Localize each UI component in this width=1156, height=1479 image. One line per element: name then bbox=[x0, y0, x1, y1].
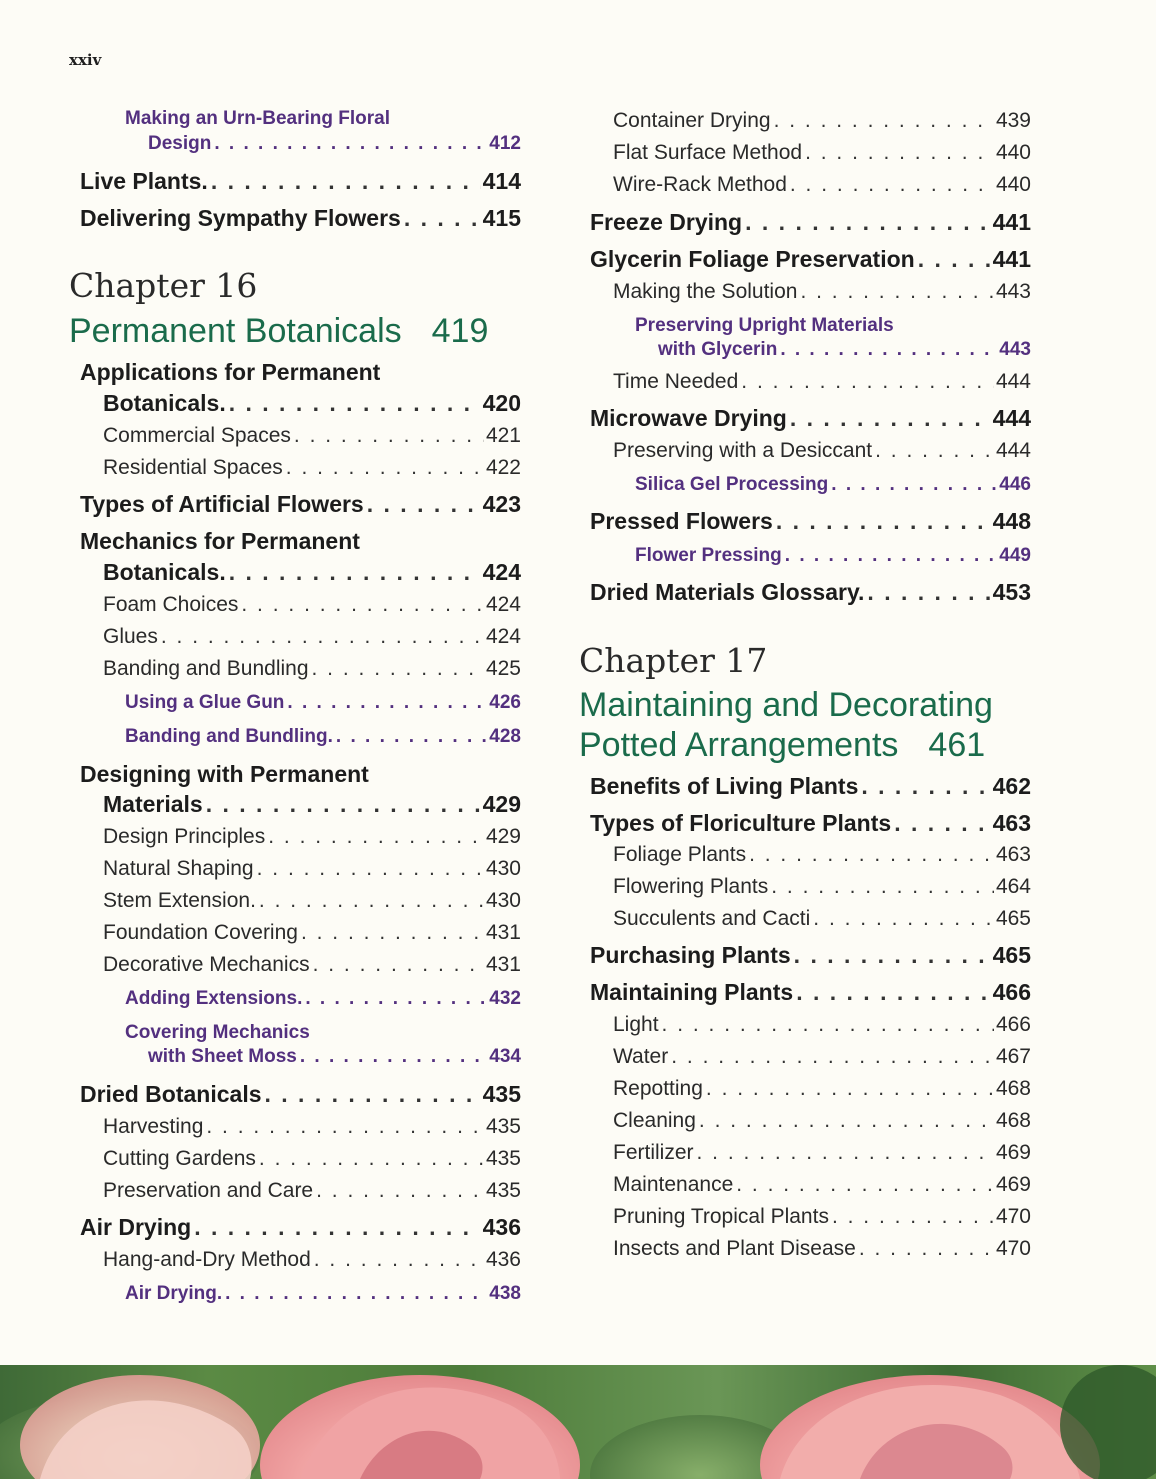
toc-entry[interactable] bbox=[69, 1248, 521, 1272]
entry-title: Botanicals. bbox=[103, 390, 226, 416]
toc-entry[interactable] bbox=[69, 953, 521, 977]
toc-entry[interactable] bbox=[579, 1141, 1031, 1165]
entry-page: 465 bbox=[995, 907, 1031, 930]
dot-leader bbox=[662, 1013, 994, 1037]
entry-page: 463 bbox=[995, 843, 1031, 866]
dot-leader bbox=[861, 773, 990, 800]
toc-entry[interactable] bbox=[69, 1214, 521, 1241]
toc-entry[interactable] bbox=[69, 1115, 521, 1139]
dot-leader bbox=[225, 1283, 487, 1305]
toc-entry[interactable] bbox=[69, 424, 521, 448]
entry-title: Preservation and Care bbox=[103, 1179, 314, 1202]
dot-leader bbox=[776, 508, 991, 535]
entry-title: Wire-Rack Method bbox=[613, 173, 787, 196]
entry-title: Adding Extensions. bbox=[125, 988, 303, 1009]
rose-photo-banner bbox=[0, 1365, 1156, 1479]
entry-page: 412 bbox=[489, 133, 521, 154]
dot-leader bbox=[229, 390, 481, 417]
entry-title: Banding and Bundling bbox=[103, 657, 309, 680]
toc-entry[interactable] bbox=[69, 692, 521, 714]
toc-entry[interactable] bbox=[579, 942, 1031, 969]
entry-page: 420 bbox=[482, 390, 521, 416]
entry-title: Materials bbox=[103, 791, 203, 817]
dot-leader bbox=[831, 474, 997, 496]
entry-title: Harvesting bbox=[103, 1115, 204, 1138]
entry-title: Natural Shaping bbox=[103, 857, 254, 880]
entry-title: Design Principles bbox=[103, 825, 266, 848]
entry-title: Succulents and Cacti bbox=[613, 907, 811, 930]
toc-entry[interactable]: Preserving Upright Materials bbox=[635, 315, 894, 336]
dot-leader bbox=[300, 1046, 487, 1068]
entry-page: 464 bbox=[995, 875, 1031, 898]
entry-page: 463 bbox=[992, 810, 1031, 836]
toc-entry[interactable] bbox=[579, 508, 1031, 535]
dot-leader bbox=[736, 1173, 994, 1197]
toc-entry[interactable] bbox=[69, 133, 521, 155]
dot-leader bbox=[790, 405, 991, 432]
entry-title: Benefits of Living Plants bbox=[590, 773, 859, 799]
entry-title: with Glycerin bbox=[658, 339, 778, 360]
entry-page: 436 bbox=[482, 1214, 521, 1240]
toc-entry[interactable] bbox=[69, 857, 521, 881]
entry-page: 469 bbox=[995, 1173, 1031, 1196]
entry-title: Banding and Bundling. bbox=[125, 726, 333, 747]
dot-leader bbox=[699, 1109, 994, 1133]
dot-leader bbox=[741, 370, 994, 394]
toc-entry[interactable] bbox=[579, 907, 1031, 931]
dot-leader bbox=[367, 491, 481, 518]
entry-page: 443 bbox=[999, 339, 1031, 360]
entry-title: Types of Artificial Flowers bbox=[80, 491, 364, 517]
entry-page: 448 bbox=[992, 508, 1031, 534]
toc-entry[interactable] bbox=[579, 339, 1031, 361]
entry-title: Repotting bbox=[613, 1077, 703, 1100]
entry-page: 435 bbox=[485, 1147, 521, 1170]
toc-entry[interactable] bbox=[69, 1081, 521, 1108]
entry-title: Cutting Gardens bbox=[103, 1147, 256, 1170]
toc-entry[interactable] bbox=[69, 168, 521, 195]
entry-page: 440 bbox=[995, 173, 1031, 196]
toc-entry[interactable] bbox=[69, 1147, 521, 1171]
entry-title: Foundation Covering bbox=[103, 921, 298, 944]
entry-page: 470 bbox=[995, 1205, 1031, 1228]
dot-leader bbox=[918, 246, 991, 273]
toc-entry[interactable] bbox=[69, 1283, 521, 1305]
toc-entry[interactable] bbox=[69, 889, 521, 913]
dot-leader bbox=[259, 889, 484, 913]
entry-page: 467 bbox=[995, 1045, 1031, 1068]
entry-title: Freeze Drying bbox=[590, 209, 743, 235]
entry-title: Dried Materials Glossary. bbox=[590, 579, 865, 605]
toc-entry[interactable] bbox=[69, 625, 521, 649]
entry-title: Commercial Spaces bbox=[103, 424, 291, 447]
toc-entry[interactable] bbox=[69, 559, 521, 586]
toc-entry[interactable] bbox=[579, 545, 1031, 567]
dot-leader bbox=[194, 1214, 480, 1241]
entry-page: 466 bbox=[995, 1013, 1031, 1036]
dot-leader bbox=[706, 1077, 994, 1101]
toc-entry[interactable] bbox=[579, 810, 1031, 837]
toc-entry[interactable] bbox=[579, 843, 1031, 867]
toc-entry[interactable] bbox=[579, 875, 1031, 899]
dot-leader bbox=[313, 953, 484, 977]
chapter-page: 461 bbox=[928, 726, 986, 764]
dot-leader bbox=[229, 559, 481, 586]
entry-page: 444 bbox=[995, 370, 1031, 393]
entry-page: 436 bbox=[485, 1248, 521, 1271]
entry-page: 429 bbox=[482, 791, 521, 817]
entry-title: Pruning Tropical Plants bbox=[613, 1205, 829, 1228]
entry-title: Design bbox=[148, 133, 212, 154]
entry-page: 446 bbox=[999, 474, 1031, 495]
toc-entry[interactable] bbox=[579, 1109, 1031, 1133]
dot-leader bbox=[305, 988, 487, 1010]
dot-leader bbox=[206, 791, 481, 818]
entry-title: Stem Extension. bbox=[103, 889, 256, 912]
entry-title: Microwave Drying bbox=[590, 405, 787, 431]
toc-entry[interactable]: Mechanics for Permanent bbox=[80, 528, 360, 554]
dot-leader bbox=[859, 1237, 994, 1261]
entry-title: Preserving with a Desiccant bbox=[613, 439, 873, 462]
entry-title: Flat Surface Method bbox=[613, 141, 803, 164]
toc-entry[interactable] bbox=[69, 791, 521, 818]
entry-title: Light bbox=[613, 1013, 659, 1036]
entry-page: 465 bbox=[992, 942, 1031, 968]
entry-page: 441 bbox=[992, 246, 1031, 272]
chapter-label: Chapter 17 bbox=[579, 641, 768, 680]
entry-page: 462 bbox=[992, 773, 1031, 799]
entry-page: 431 bbox=[485, 953, 521, 976]
chapter-title-text: Permanent Botanicals bbox=[69, 312, 402, 350]
dot-leader bbox=[813, 907, 994, 931]
toc-entry[interactable] bbox=[69, 825, 521, 849]
entry-title: Live Plants. bbox=[80, 168, 208, 194]
entry-title: Air Drying. bbox=[125, 1283, 223, 1304]
dot-leader bbox=[671, 1045, 994, 1069]
dot-leader bbox=[771, 875, 994, 899]
entry-page: 449 bbox=[999, 545, 1031, 566]
dot-leader bbox=[286, 456, 484, 480]
entry-title: Insects and Plant Disease bbox=[613, 1237, 856, 1260]
toc-entry[interactable] bbox=[69, 456, 521, 480]
dot-leader bbox=[780, 339, 997, 361]
toc-entry[interactable] bbox=[579, 209, 1031, 236]
entry-page: 468 bbox=[995, 1077, 1031, 1100]
dot-leader bbox=[314, 1248, 484, 1272]
dot-leader bbox=[294, 424, 484, 448]
entry-page: 424 bbox=[482, 559, 521, 585]
dot-leader bbox=[241, 593, 484, 617]
entry-page: 423 bbox=[482, 491, 521, 517]
entry-title: Decorative Mechanics bbox=[103, 953, 310, 976]
chapter-page: 419 bbox=[431, 312, 489, 350]
toc-entry[interactable] bbox=[69, 988, 521, 1010]
entry-title: Flower Pressing bbox=[635, 545, 782, 566]
chapter-title[interactable] bbox=[69, 312, 488, 351]
entry-page: 425 bbox=[485, 657, 521, 680]
toc-entry[interactable]: Designing with Permanent bbox=[80, 761, 369, 787]
entry-title: Fertilizer bbox=[613, 1141, 694, 1164]
dot-leader bbox=[875, 439, 994, 463]
entry-page: 435 bbox=[485, 1179, 521, 1202]
toc-entry[interactable] bbox=[579, 109, 1031, 133]
dot-leader bbox=[214, 133, 487, 155]
toc-entry[interactable] bbox=[579, 579, 1031, 606]
entry-page: 469 bbox=[995, 1141, 1031, 1164]
dot-leader bbox=[268, 825, 484, 849]
page-number: xxiv bbox=[69, 51, 102, 69]
entry-page: 466 bbox=[992, 979, 1031, 1005]
dot-leader bbox=[867, 579, 990, 606]
toc-entry[interactable] bbox=[579, 773, 1031, 800]
toc-entry[interactable] bbox=[579, 246, 1031, 273]
toc-entry[interactable] bbox=[579, 1173, 1031, 1197]
dot-leader bbox=[794, 942, 991, 969]
entry-page: 430 bbox=[485, 889, 521, 912]
entry-page: 435 bbox=[485, 1115, 521, 1138]
entry-title: Glycerin Foliage Preservation bbox=[590, 246, 915, 272]
toc-entry[interactable] bbox=[579, 1045, 1031, 1069]
dot-leader bbox=[336, 726, 487, 748]
entry-page: 439 bbox=[995, 109, 1031, 132]
entry-page: 415 bbox=[482, 205, 521, 231]
toc-entry[interactable] bbox=[579, 474, 1031, 496]
entry-title: Time Needed bbox=[613, 370, 739, 393]
entry-page: 453 bbox=[992, 579, 1031, 605]
entry-title: Using a Glue Gun bbox=[125, 692, 285, 713]
dot-leader bbox=[785, 545, 998, 567]
entry-title: Air Drying bbox=[80, 1214, 192, 1240]
dot-leader bbox=[301, 921, 484, 945]
toc-entry[interactable] bbox=[69, 491, 521, 518]
entry-page: 434 bbox=[489, 1046, 521, 1067]
entry-title: Maintenance bbox=[613, 1173, 734, 1196]
entry-title: Delivering Sympathy Flowers bbox=[80, 205, 401, 231]
entry-title: Water bbox=[613, 1045, 669, 1068]
entry-title: Purchasing Plants bbox=[590, 942, 791, 968]
dot-leader bbox=[259, 1147, 484, 1171]
entry-page: 414 bbox=[482, 168, 521, 194]
entry-title: Flowering Plants bbox=[613, 875, 769, 898]
dot-leader bbox=[790, 173, 994, 197]
toc-entry[interactable] bbox=[579, 1237, 1031, 1261]
entry-title: Dried Botanicals bbox=[80, 1081, 262, 1107]
toc-entry[interactable] bbox=[69, 1046, 521, 1068]
dot-leader bbox=[265, 1081, 481, 1108]
entry-page: 424 bbox=[485, 593, 521, 616]
toc-entry[interactable]: Making an Urn-Bearing Floral bbox=[125, 108, 390, 129]
toc-entry[interactable] bbox=[579, 1013, 1031, 1037]
entry-page: 444 bbox=[995, 439, 1031, 462]
dot-leader bbox=[257, 857, 484, 881]
entry-title: Silica Gel Processing bbox=[635, 474, 829, 495]
dot-leader bbox=[211, 168, 481, 195]
entry-page: 444 bbox=[992, 405, 1031, 431]
toc-entry[interactable] bbox=[579, 1205, 1031, 1229]
entry-title: Glues bbox=[103, 625, 158, 648]
dot-leader bbox=[312, 657, 484, 681]
dot-leader bbox=[697, 1141, 994, 1165]
entry-title: Pressed Flowers bbox=[590, 508, 773, 534]
entry-page: 432 bbox=[489, 988, 521, 1009]
entry-page: 431 bbox=[485, 921, 521, 944]
entry-page: 421 bbox=[485, 424, 521, 447]
entry-title: Container Drying bbox=[613, 109, 771, 132]
dot-leader bbox=[287, 692, 487, 714]
dot-leader bbox=[894, 810, 990, 837]
chapter-title-line1[interactable]: Maintaining and Decorating bbox=[579, 686, 993, 724]
entry-title: Cleaning bbox=[613, 1109, 696, 1132]
entry-page: 435 bbox=[482, 1081, 521, 1107]
toc-entry[interactable] bbox=[69, 390, 521, 417]
entry-page: 429 bbox=[485, 825, 521, 848]
entry-title: Foam Choices bbox=[103, 593, 239, 616]
entry-title: Botanicals. bbox=[103, 559, 226, 585]
entry-title: Types of Floriculture Plants bbox=[590, 810, 892, 836]
toc-entry[interactable] bbox=[579, 979, 1031, 1006]
entry-page: 438 bbox=[489, 1283, 521, 1304]
toc-entry[interactable] bbox=[579, 405, 1031, 432]
toc-entry[interactable] bbox=[579, 370, 1031, 394]
toc-entry[interactable] bbox=[579, 439, 1031, 463]
toc-entry[interactable] bbox=[579, 1077, 1031, 1101]
dot-leader bbox=[796, 979, 990, 1006]
chapter-title-line2[interactable] bbox=[579, 726, 985, 765]
chapter-label: Chapter 16 bbox=[69, 266, 258, 305]
dot-leader bbox=[745, 209, 991, 236]
toc-entry[interactable]: Applications for Permanent bbox=[80, 359, 381, 385]
dot-leader bbox=[404, 205, 481, 232]
toc-entry[interactable] bbox=[579, 280, 1031, 304]
entry-page: 422 bbox=[485, 456, 521, 479]
entry-page: 470 bbox=[995, 1237, 1031, 1260]
entry-title: Maintaining Plants bbox=[590, 979, 794, 1005]
dot-leader bbox=[316, 1179, 484, 1203]
entry-page: 426 bbox=[489, 692, 521, 713]
entry-page: 443 bbox=[995, 280, 1031, 303]
entry-page: 441 bbox=[992, 209, 1031, 235]
rose-illustration bbox=[0, 1365, 1156, 1479]
toc-entry[interactable] bbox=[69, 726, 521, 748]
entry-title: Making the Solution bbox=[613, 280, 798, 303]
toc-entry[interactable] bbox=[69, 1179, 521, 1203]
toc-entry[interactable] bbox=[69, 593, 521, 617]
dot-leader bbox=[774, 109, 994, 133]
toc-entry[interactable] bbox=[69, 205, 521, 232]
dot-leader bbox=[832, 1205, 994, 1229]
toc-entry[interactable] bbox=[69, 921, 521, 945]
entry-page: 424 bbox=[485, 625, 521, 648]
entry-title: Foliage Plants bbox=[613, 843, 747, 866]
entry-page: 430 bbox=[485, 857, 521, 880]
dot-leader bbox=[800, 280, 994, 304]
entry-page: 468 bbox=[995, 1109, 1031, 1132]
toc-entry[interactable] bbox=[579, 173, 1031, 197]
entry-page: 428 bbox=[489, 726, 521, 747]
dot-leader bbox=[749, 843, 994, 867]
dot-leader bbox=[206, 1115, 484, 1139]
entry-page: 440 bbox=[995, 141, 1031, 164]
toc-entry[interactable]: Covering Mechanics bbox=[125, 1022, 310, 1043]
entry-title: Hang-and-Dry Method bbox=[103, 1248, 311, 1271]
entry-title: Residential Spaces bbox=[103, 456, 283, 479]
entry-title: with Sheet Moss bbox=[148, 1046, 297, 1067]
chapter-title-text: Potted Arrangements bbox=[579, 726, 899, 764]
dot-leader bbox=[161, 625, 484, 649]
dot-leader bbox=[805, 141, 994, 165]
toc-entry[interactable] bbox=[69, 657, 521, 681]
toc-entry[interactable] bbox=[579, 141, 1031, 165]
